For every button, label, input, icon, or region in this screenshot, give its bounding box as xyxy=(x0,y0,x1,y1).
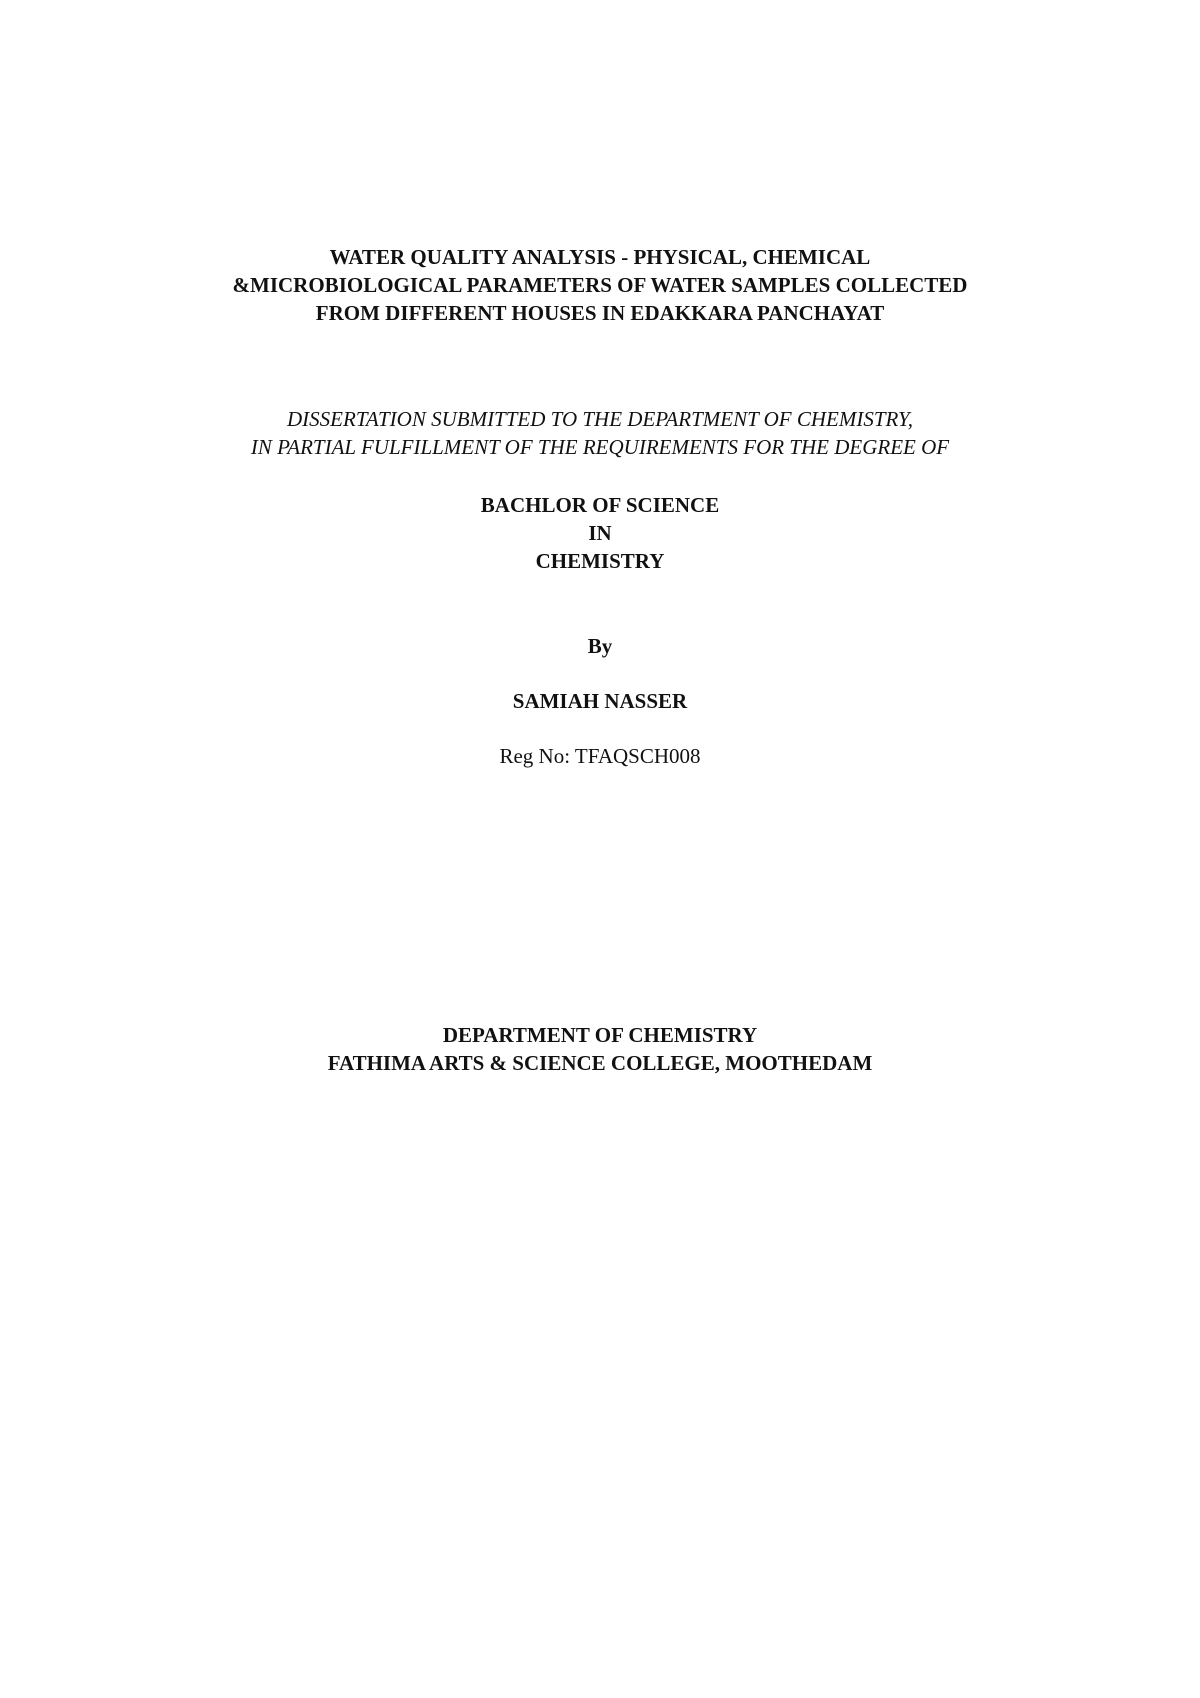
by-label-text: By xyxy=(587,634,613,658)
dissertation-statement xyxy=(0,405,1200,461)
department-line: DEPARTMENT OF CHEMISTRY xyxy=(442,1023,758,1047)
by-label xyxy=(0,632,1200,660)
degree-line-2: IN xyxy=(588,521,612,545)
dissertation-line-1: DISSERTATION SUBMITTED TO THE DEPARTMENT OF CHEMISTRY, xyxy=(287,407,913,431)
thesis-title-line-1: WATER QUALITY ANALYSIS - PHYSICAL, CHEMICAL xyxy=(329,245,871,269)
registration-number xyxy=(0,742,1200,770)
author-name-text: SAMIAH NASSER xyxy=(512,689,688,713)
dissertation-line-2: IN PARTIAL FULFILLMENT OF THE REQUIREMENTS FOR THE DEGREE OF xyxy=(250,435,950,459)
degree-line-3: CHEMISTRY xyxy=(535,549,665,573)
college-line: FATHIMA ARTS & SCIENCE COLLEGE, MOOTHEDAM xyxy=(327,1051,873,1075)
degree-line-1: BACHLOR OF SCIENCE xyxy=(480,493,720,517)
author-name xyxy=(0,687,1200,715)
thesis-title-line-3: FROM DIFFERENT HOUSES IN EDAKKARA PANCHAYAT xyxy=(315,301,885,325)
thesis-title-line-2: &MICROBIOLOGICAL PARAMETERS OF WATER SAMPLES COLLECTED xyxy=(232,273,968,297)
degree-name xyxy=(0,491,1200,575)
registration-number-text: Reg No: TFAQSCH008 xyxy=(499,744,701,768)
thesis-title xyxy=(0,243,1200,327)
institution xyxy=(0,1021,1200,1077)
